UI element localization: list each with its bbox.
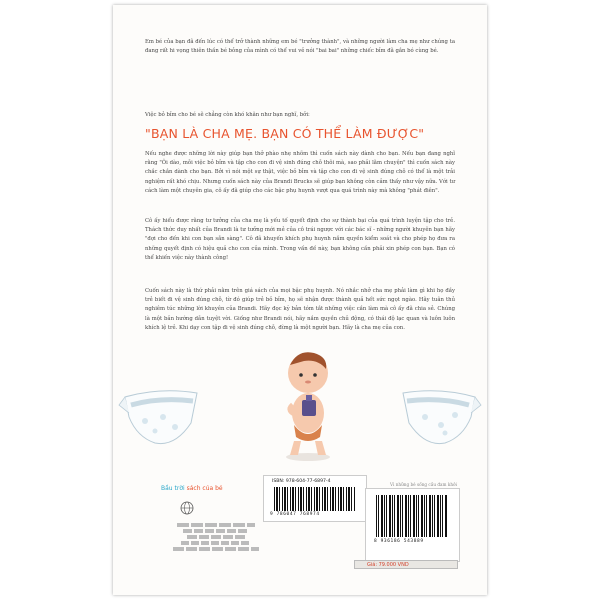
logo-text-part1: Bầu trời bbox=[161, 485, 185, 492]
isbn-barcode-number: 9 786047 768974 bbox=[270, 512, 320, 517]
price-barcode-box bbox=[365, 488, 460, 562]
diaper-left-illustration bbox=[115, 383, 205, 453]
highlight-quote: "BẠN LÀ CHA MẸ. BẠN CÓ THỂ LÀM ĐƯỢC" bbox=[145, 126, 425, 141]
publisher-address-block bbox=[171, 523, 261, 551]
body-paragraph-3: Cuốn sách này là thứ phải nằm trên giá sách của mọi bậc phụ huynh. Nó nhắc nhở cha mẹ phải làm gì khi họ đầy trẻ biết đi vệ sinh đúng chỗ, từ đó giúp trẻ bỏ bỉm, họ sẽ nhận được thành quả hết sức ngọt ngào. Hãy tuân thủ nghiêm túc những lời khuyên của Brandi. Hãy đọc kỹ bản tóm tắt những việc cần làm mà cô ấy đã chia sẻ. Chúng là một bản hướng dẫn tuyệt vời. Giống như Brandi nói, hãy nắm quyền chủ động, có thái độ lạc quan và luôn luôn khích lệ trẻ. Khi dạy con tập đi vệ sinh đúng chỗ, đừng là một người bạn. Hãy là cha mẹ của con. bbox=[145, 288, 455, 331]
lead-in-sentence: Việc bỏ bỉm cho bé sẽ chẳng còn khó khăn như bạn nghĩ, bởi: bbox=[145, 112, 310, 118]
isbn-barcode-box bbox=[263, 475, 367, 522]
publisher-logo bbox=[161, 485, 223, 492]
globe-logo-icon bbox=[180, 501, 194, 515]
intro-paragraph: Em bé của bạn đã đến lúc có thể trở thành những em bé "trưởng thành", và những người làm cha mẹ như chúng ta đang rất hi vọng thiên thần bé bỏng của mình có thể vui vẻ nói "bai bai" những chiếc bỉm đã gắn bó cùng bé. bbox=[145, 39, 455, 55]
diaper-right-illustration bbox=[395, 383, 485, 453]
baby-illustration bbox=[268, 345, 348, 465]
isbn-label: ISBN: 978-604-77-6897-4 bbox=[272, 479, 331, 484]
barcode-icon bbox=[376, 495, 448, 537]
series-note: Vì những bé sống cầu đam khởi bbox=[390, 482, 457, 487]
book-back-cover bbox=[113, 5, 487, 595]
barcode-icon bbox=[274, 487, 356, 511]
price-label: Giá: 79.000 VND bbox=[354, 560, 458, 569]
logo-text-part2: sách của bé bbox=[186, 485, 223, 492]
price-barcode-number: 8 936186 543889 bbox=[374, 539, 424, 544]
body-paragraph-2: Cô ấy hiểu được rằng tư tưởng của cha mẹ là yếu tố quyết định cho sự thành bại của quá trình luyện tập cho trẻ. Thách thức duy nhất của Brandi là tư tưởng mới mẻ của cô trái ngược với các bác sĩ - những người khuyên bạn hãy "đợi cho đến khi con bạn sẵn sàng". Cô đã khuyến khích phụ huynh nắm quyền kiểm soát và cho phép họ đưa ra những quyết định có hiệu quả cho con của mình. Trong vấn đề này, bạn không cần phải xin phép con bạn. Bạn có thể khiến việc này thành công! bbox=[145, 218, 455, 261]
body-paragraph-1: Nếu nghe được những lời này giúp bạn thở phào nhẹ nhõm thì cuốn sách này dành cho bạn. Nếu bạn đang nghĩ rằng "Ôi dào, mỗi việc bỏ bỉm và tập cho con đi vệ sinh đúng chỗ thôi mà, sao phải lằm chuyện" thì cuốn sách này chắc chắn dành cho bạn. Bởi vì nói một sự thật, việc bỏ bỉm và tập cho con đi vệ sinh đúng chỗ có thể là một trải nghiệm rất khó chịu. Nhưng cuốn sách này của Brandi Brucks sẽ giúp bạn không còn cảm thấy như vậy nữa. Với tư cách làm một chuyên gia, cô ấy đã giúp cho các bậc phụ huynh vượt qua quá trình này mà không "phát điên". bbox=[145, 151, 455, 194]
